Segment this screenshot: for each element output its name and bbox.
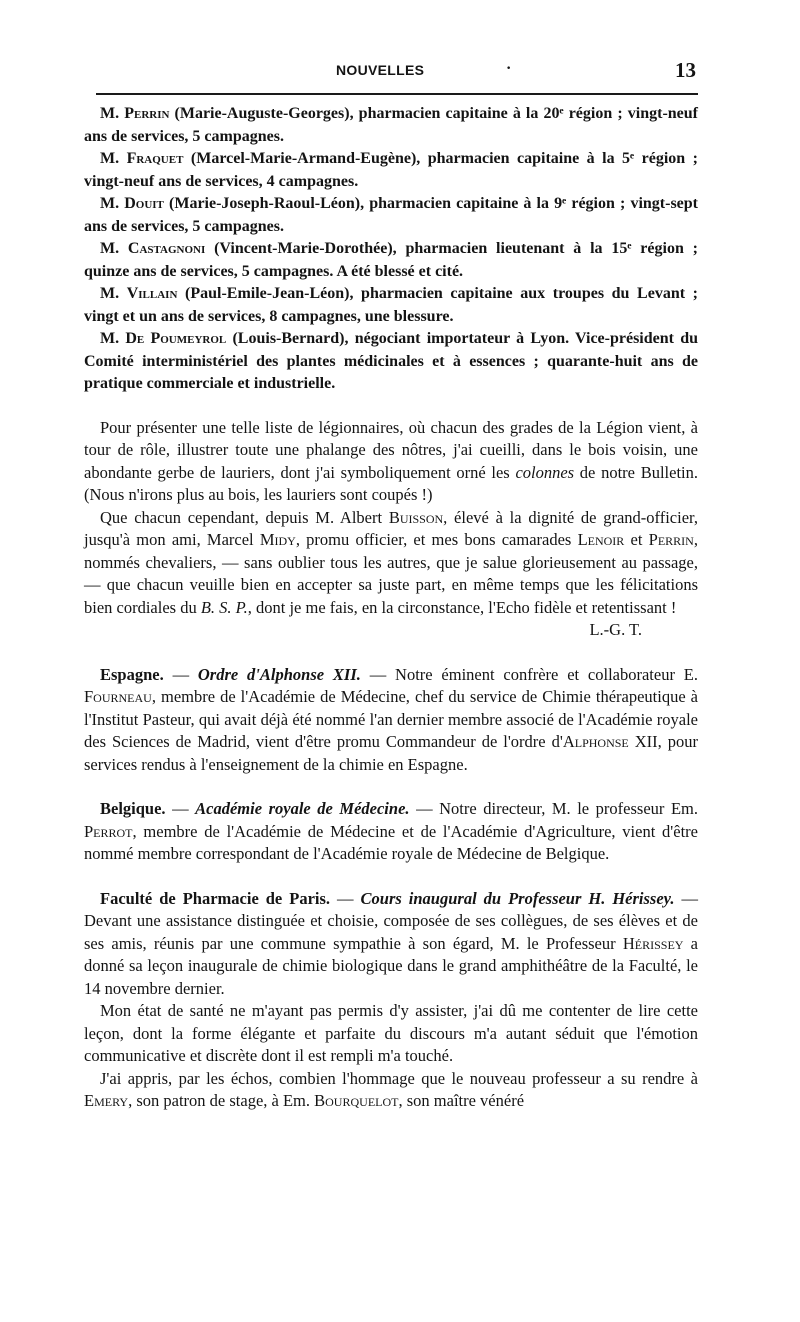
person-name: Perrin — [124, 105, 170, 122]
section-subheading: Ordre d'Alphonse XII. — [197, 664, 361, 684]
list-item — [84, 193, 698, 238]
person-name: Douit — [124, 195, 164, 212]
tribute-section — [84, 417, 698, 642]
text-run: Que chacun cependant, depuis M. Albert — [100, 507, 389, 527]
page-body — [84, 103, 698, 1113]
list-item-prefix: M. — [100, 150, 127, 167]
paragraph — [84, 507, 698, 620]
text-run: , son patron de stage, à Em. — [128, 1091, 315, 1110]
paragraph: Mon état de santé ne m'ayant pas permis d'y assister, j'ai dû me contenter de lire cette leçon, dont la forme élégante et parfaite du discours m'a autant séduit que l'émotion communicative et discrète dont il est rempli m'a touché. — [84, 1001, 698, 1065]
list-item-prefix: M. — [100, 285, 127, 302]
text-run: et — [624, 530, 649, 549]
person-name: Hérissey — [622, 933, 684, 953]
list-item-prefix: M. — [100, 330, 126, 347]
text-run: — — [165, 799, 196, 818]
list-item-text: (Marie-Joseph-Raoul-Léon), pharmacien capitaine à la 9ᵉ région ; vingt-sept ans de services, 5 campagnes. — [84, 195, 698, 235]
section-heading: Belgique. — [100, 799, 166, 818]
section-subheading: Cours inaugural du Professeur H. Hérissey. — [360, 888, 675, 908]
text-run: — Devant une assistance distinguée et choisie, composée de ses collègues, de ses élèves et de ses amis, réunis par une commune sympathie à son égard, M. le Professeur — [84, 888, 699, 953]
running-title: NOUVELLES — [336, 62, 425, 78]
person-name: Castagnoni — [127, 240, 206, 257]
signature: L.-G. T. — [589, 620, 642, 639]
section-subheading: Académie royale de Médecine. — [195, 799, 410, 818]
list-item-text: (Marcel-Marie-Armand-Eugène), pharmacien capitaine à la 5ᵉ région ; vingt-neuf ans de services, 4 campagnes. — [84, 150, 699, 190]
text-run: , son maître vénéré — [398, 1091, 525, 1110]
journal-abbrev: B. S. P. — [200, 597, 248, 617]
text-run: , membre de l'Académie de Médecine et de l'Académie d'Agriculture, vient d'être nommé membre correspondant de l'Académie royale de Médecine de Belgique. — [84, 821, 698, 863]
text-run: J'ai appris, par les échos, combien l'hommage que le nouveau professeur a su rendre à — [100, 1068, 698, 1088]
person-name: Buisson — [388, 507, 444, 527]
italic-word: colonnes — [515, 462, 575, 482]
person-name: Midy — [259, 530, 296, 549]
text-run: , élevé à la dignité de grand-officier, jusqu'à mon ami, Marcel — [84, 507, 698, 549]
page-number: 13 — [675, 58, 696, 82]
person-name: De Poumeyrol — [125, 330, 227, 347]
text-run: , dont je me fais, en la circonstance, l'Echo fidèle et retentissant ! — [247, 597, 677, 617]
person-name: Fraquet — [126, 150, 184, 167]
text-run: a donné sa leçon inaugurale de chimie biologique dans le grand amphithéâtre de la Faculté, le 14 novembre dernier. — [84, 933, 699, 998]
list-item — [84, 283, 698, 328]
person-name: Villain — [126, 285, 178, 302]
person-name: Perrot — [84, 821, 133, 841]
person-name: Bourquelot — [314, 1091, 399, 1110]
faculte-section — [84, 888, 698, 1113]
paragraph — [84, 664, 698, 777]
legion-list — [84, 103, 698, 396]
list-item — [84, 103, 698, 148]
header-rule — [96, 93, 698, 95]
running-header — [96, 58, 696, 86]
espagne-section — [84, 664, 698, 777]
section-heading: Espagne. — [100, 664, 164, 684]
header-separator: · — [506, 60, 512, 77]
person-name: Perrin — [648, 530, 694, 549]
list-item — [84, 148, 698, 193]
text-run: — Notre directeur, M. le professeur Em. — [409, 799, 698, 818]
list-item-text: (Paul-Emile-Jean-Léon), pharmacien capitaine aux troupes du Levant ; vingt et un ans de services, 8 campagnes, une blessure. — [84, 285, 698, 325]
section-heading: Faculté de Pharmacie de Paris. — [100, 888, 331, 908]
text-run: XII, pour services rendus à l'enseignement de la chimie en Espagne. — [84, 732, 698, 774]
person-name: Lenoir — [577, 530, 625, 549]
paragraph — [84, 798, 698, 866]
text-run: , nommés chevaliers, — sans oublier tous les autres, que je salue glorieusement au passage, — que chacun veuille bien en accepter sa juste part, en même temps que les félicitations bien cordiales du — [84, 530, 698, 617]
list-item-prefix: M. — [100, 240, 128, 257]
person-name: Emery — [84, 1091, 129, 1110]
text-run: — — [163, 664, 198, 684]
paragraph — [84, 888, 698, 1001]
list-item-text: (Marie-Auguste-Georges), pharmacien capitaine à la 20ᵉ région ; vingt-neuf ans de services, 5 campagnes. — [84, 105, 698, 145]
text-run: , membre de l'Académie de Médecine, chef du service de Chimie thérapeutique à l'Institut Pasteur, qui avait déjà été nommé l'an dernier membre associé de l'Académie royale des Sciences de Madrid, vient d'être promu Commandeur de l'ordre d' — [84, 687, 698, 751]
text-run: — Notre éminent confrère et collaborateur E. — [360, 664, 698, 684]
list-item — [84, 238, 698, 283]
list-item — [84, 328, 698, 396]
text-run: , promu officier, et mes bons camarades — [295, 530, 578, 549]
text-run: Pour présenter une telle liste de légionnaires, où chacun des grades de la Légion vient, à tour de rôle, illustrer toute une phalange des nôtres, j'ai cueilli, dans le bois voisin, une abondante gerbe de lauriers, dont j'ai symboliquement orné les — [84, 417, 698, 482]
paragraph — [84, 1068, 698, 1113]
list-item-text: (Louis-Bernard), négociant importateur à Lyon. Vice-président du Comité interministériel des plantes médicinales et à essences ; quarante-huit ans de pratique commerciale et industrielle. — [84, 330, 699, 392]
list-item-prefix: M. — [100, 105, 125, 122]
paragraph — [84, 417, 698, 507]
person-name: Fourneau — [84, 687, 152, 706]
text-run: de notre Bulletin. (Nous n'irons plus au bois, les lauriers sont coupés !) — [84, 462, 698, 504]
list-item-prefix: M. — [100, 195, 125, 212]
belgique-section — [84, 798, 698, 866]
text-run: — — [330, 888, 361, 908]
person-name: Alphonse — [562, 732, 629, 751]
list-item-text: (Vincent-Marie-Dorothée), pharmacien lieutenant à la 15ᵉ région ; quinze ans de services, 5 campagnes. A été blessé et cité. — [84, 240, 698, 280]
